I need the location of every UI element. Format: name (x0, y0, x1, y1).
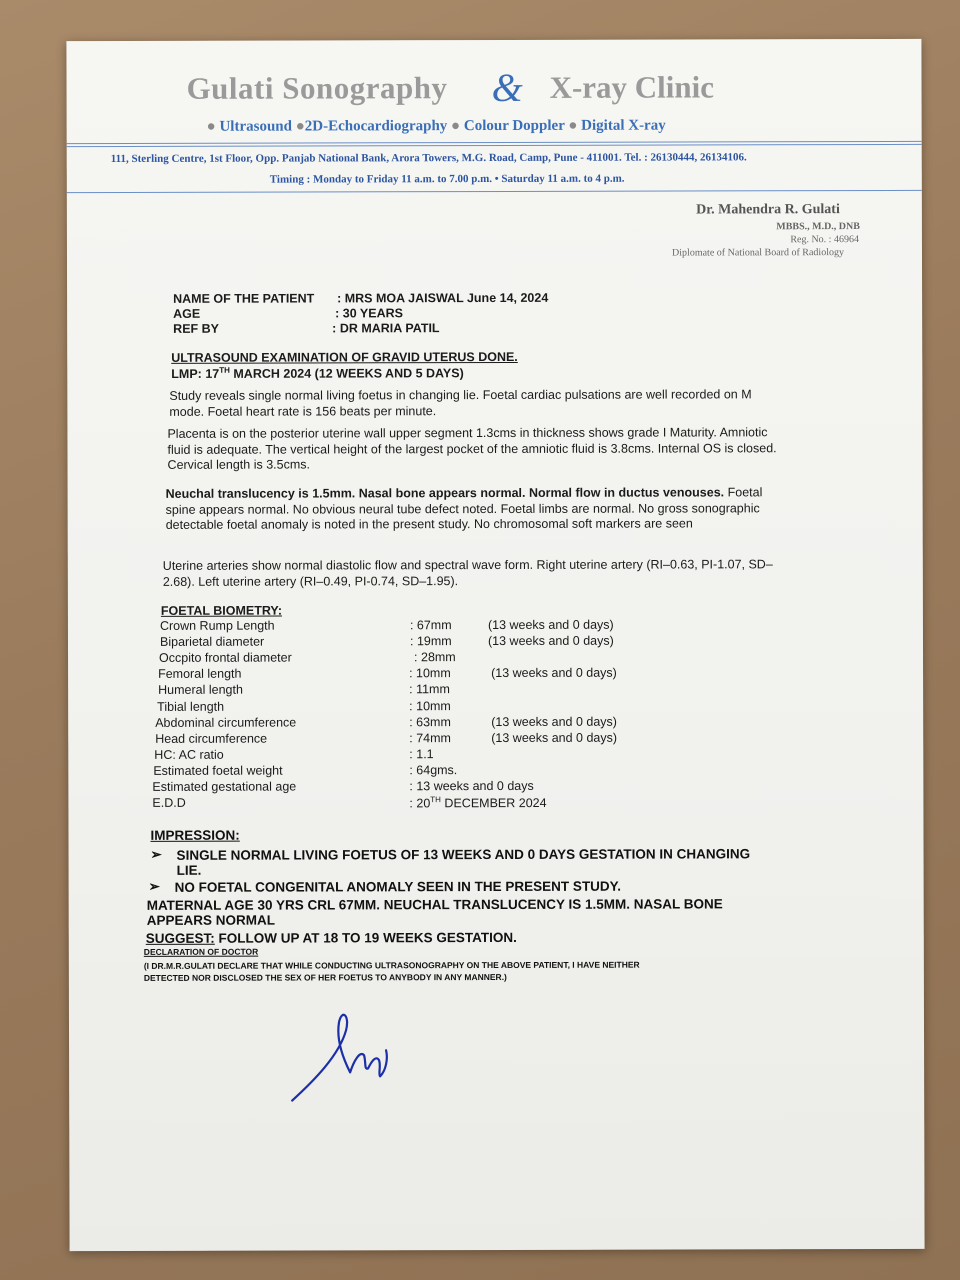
biometry-row-value: : 74mm (409, 731, 451, 746)
patient-age-label: AGE (173, 306, 201, 321)
biometry-heading: FOETAL BIOMETRY: (160, 603, 282, 618)
header-rule (67, 190, 922, 193)
biometry-row-value: : 11mm (409, 682, 450, 697)
biometry-row-name: Crown Rump Length (159, 618, 275, 633)
suggest-text: FOLLOW UP AT 18 TO 19 WEEKS GESTATION. (214, 929, 517, 946)
lmp-line (171, 365, 464, 381)
declaration-line-2: DETECTED NOR DISCLOSED THE SEX OF HER FOETUS TO ANYBODY IN ANY MANNER.) (143, 971, 507, 983)
clinic-name-part1: Gulati Sonography (186, 70, 448, 106)
biometry-row-name: Femoral length (158, 666, 242, 681)
bullet-icon: ● (568, 117, 578, 134)
nt-findings-bold: Neuchal translucency is 1.5mm. Nasal bone appears normal. Normal flow in ductus venouses. (165, 485, 725, 501)
bullet-icon: ● (295, 118, 305, 135)
declaration-heading: DECLARATION OF DOCTOR (143, 946, 259, 957)
impression-point-2: NO FOETAL CONGENITAL ANOMALY SEEN IN THE PRESENT STUDY. (174, 878, 621, 895)
clinic-name-part2: X-ray Clinic (549, 69, 715, 105)
biometry-row-value (409, 795, 546, 811)
maternal-line-2: APPEARS NORMAL (146, 912, 276, 928)
header-rule (67, 144, 922, 147)
biometry-row-name: Biparietal diameter (159, 634, 265, 649)
doctor-name: Dr. Mahendra R. Gulati (696, 202, 840, 218)
bullet-icon: ● (206, 118, 216, 135)
patient-name-label: NAME OF THE PATIENT (173, 291, 315, 306)
bullet-icon: ● (451, 118, 461, 135)
doctor-registration: Reg. No. : 46964 (790, 234, 859, 246)
biometry-row-value: : 10mm (409, 699, 451, 714)
edd-prefix: : 20 (409, 796, 431, 811)
biometry-row-name: Occpito frontal diameter (159, 650, 292, 665)
biometry-row-name: Abdominal circumference (155, 715, 297, 730)
clinic-timing: Timing : Monday to Friday 11 a.m. to 7.00 p.m. • Saturday 11 a.m. to 4 p.m. (269, 172, 625, 186)
biometry-row-name: Estimated foetal weight (153, 763, 283, 778)
biometry-row-value: : 19mm (409, 634, 452, 649)
impression-point-1-line-1: SINGLE NORMAL LIVING FOETUS OF 13 WEEKS AND 0 DAYS GESTATION IN CHANGING (176, 846, 751, 863)
suggest-line (146, 930, 517, 946)
findings-paragraph-1: Study reveals single normal living foetus in changing lie. Foetal cardiac pulsations are well recorded on M mode. Foetal heart rate is 156 beats per minute. (169, 387, 752, 419)
lmp-sup: TH (219, 365, 230, 375)
patient-age-value: : 30 YEARS (335, 306, 404, 321)
impression-point-1-line-2: LIE. (176, 862, 202, 878)
signature-icon (284, 1000, 404, 1110)
patient-name-value: : MRS MOA JAISWAL June 14, 2024 (337, 290, 549, 306)
findings-paragraph-4: Uterine arteries show normal diastolic flow and spectral wave form. Right uterine artery (RI–0.63, PI-1.07, SD–2.68). Left uterine artery (RI–0.49, PI-0.74, SD–1.95). (162, 557, 773, 589)
service-item: Ultrasound (219, 118, 293, 135)
edd-sup: TH (430, 795, 441, 805)
service-item: 2D-Echocardiography (304, 118, 448, 135)
maternal-line-1: MATERNAL AGE 30 YRS CRL 67MM. NEUCHAL TRANSLUCENCY IS 1.5MM. NASAL BONE (146, 896, 723, 913)
biometry-row-name: E.D.D (152, 795, 186, 810)
biometry-row-value: : 28mm (414, 650, 456, 665)
exam-heading: ULTRASOUND EXAMINATION OF GRAVID UTERUS DONE. (171, 349, 518, 365)
clinic-ampersand-logo: & (491, 64, 523, 111)
findings-paragraph-2: Placenta is on the posterior uterine wall upper segment 1.3cms in thickness shows grade I Maturity. Amniotic fluid is adequate. The vertical height of the largest pocket of the amniotic fluid is 3.8cms. Internal OS is closed. Cervical length is 3.5cms. (167, 425, 777, 472)
biometry-row-name: Tibial length (157, 699, 225, 714)
impression-bullet-1: ➢ (150, 846, 162, 862)
service-item: Colour Doppler (463, 117, 565, 135)
ref-by-label: REF BY (173, 321, 220, 336)
biometry-row-value: : 13 weeks and 0 days (409, 778, 534, 794)
lmp-prefix: LMP: 17 (171, 366, 220, 382)
biometry-row-note: (13 weeks and 0 days) (491, 730, 618, 746)
declaration-line-1: (I DR.M.R.GULATI DECLARE THAT WHILE CONDUCTING ULTRASONOGRAPHY ON THE ABOVE PATIENT, I HAVE NEITHER (143, 959, 640, 971)
clinic-address: 111, Sterling Centre, 1st Floor, Opp. Panjab National Bank, Arora Towers, M.G. Road, Camp, Pune - 411001. Tel. : 26130444, 26134106. (110, 151, 747, 166)
suggest-label: SUGGEST: (145, 930, 215, 946)
biometry-row-note: (13 weeks and 0 days) (491, 665, 617, 681)
impression-heading: IMPRESSION: (150, 827, 240, 843)
biometry-row-name: Humeral length (158, 682, 243, 697)
findings-paragraph-3 (166, 485, 776, 533)
doctor-diploma: Diplomate of National Board of Radiology (672, 247, 844, 259)
biometry-row-name: Head circumference (155, 731, 268, 746)
service-item: Digital X-ray (581, 117, 666, 134)
biometry-row-name: HC: AC ratio (154, 747, 224, 762)
doctor-qualification: MBBS., M.D., DNB (776, 221, 860, 233)
biometry-row-value: : 10mm (409, 666, 451, 681)
nt-findings-rest: Foetal spine appears normal. No obvious neural tube defect noted. Foetal limbs are normal. No gross sonographic detectable foetal anomaly is noted in the present study. No chromosomal soft markers are seen (165, 485, 763, 532)
biometry-row-value: : 63mm (409, 715, 451, 730)
report-sheet (66, 39, 924, 1251)
lmp-suffix: MARCH 2024 (12 WEEKS AND 5 DAYS) (229, 366, 464, 381)
services-line (207, 118, 666, 136)
ref-by-value: : DR MARIA PATIL (332, 321, 440, 336)
biometry-row-note: (13 weeks and 0 days) (487, 617, 614, 633)
biometry-row-name: Estimated gestational age (152, 779, 297, 794)
edd-suffix: DECEMBER 2024 (440, 796, 547, 811)
biometry-row-value: : 67mm (409, 618, 452, 633)
biometry-row-note: (13 weeks and 0 days) (487, 633, 614, 649)
biometry-row-value: : 64gms. (409, 763, 458, 778)
impression-bullet-2: ➢ (148, 878, 160, 894)
biometry-row-note: (13 weeks and 0 days) (491, 714, 617, 730)
biometry-row-value: : 1.1 (409, 747, 434, 762)
